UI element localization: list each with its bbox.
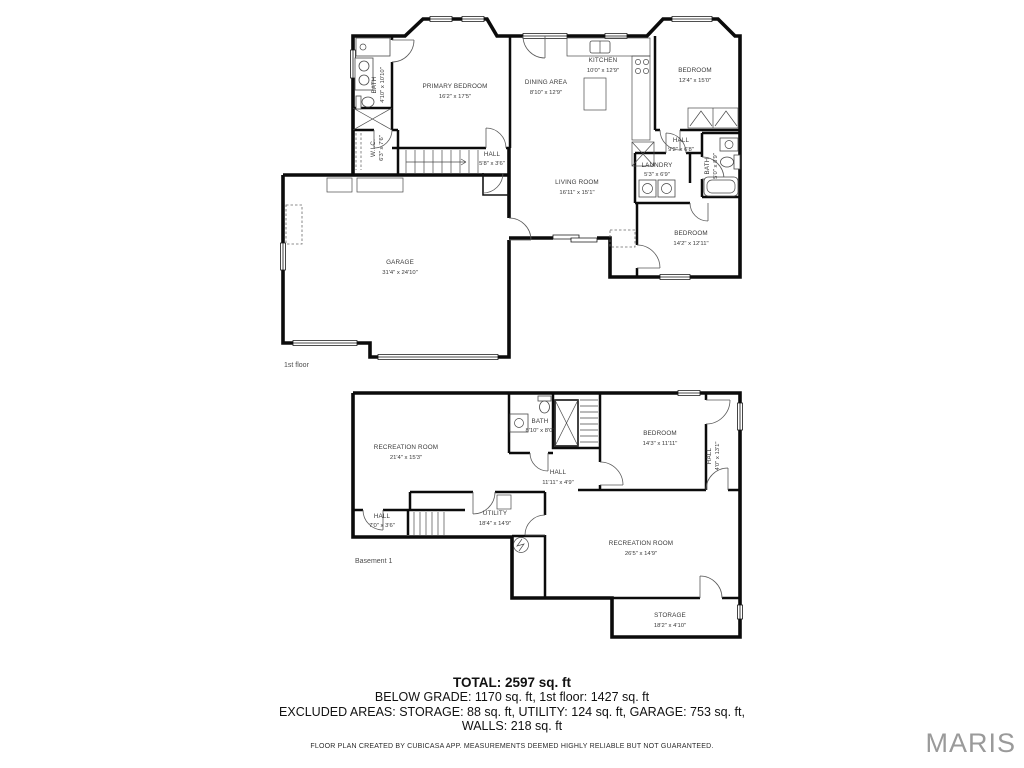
svg-text:10'0" x 12'9": 10'0" x 12'9" xyxy=(586,68,620,74)
room-label-utility xyxy=(479,510,511,527)
room-label-basement-hall-small xyxy=(369,513,395,529)
svg-text:UTILITY: UTILITY xyxy=(482,510,508,517)
svg-text:HALL: HALL xyxy=(483,151,501,158)
svg-text:PRIMARY BEDROOM: PRIMARY BEDROOM xyxy=(422,83,488,90)
svg-text:21'4" x 15'3": 21'4" x 15'3" xyxy=(389,455,423,461)
svg-text:W.I.C.: W.I.C. xyxy=(370,138,377,158)
first-floor-plan xyxy=(281,17,741,370)
svg-text:BEDROOM: BEDROOM xyxy=(678,67,712,74)
svg-text:18'4" x 14'9": 18'4" x 14'9" xyxy=(478,521,512,527)
room-label-basement-bath xyxy=(525,418,554,434)
svg-text:BEDROOM: BEDROOM xyxy=(643,430,677,437)
basement-plan xyxy=(353,391,743,638)
room-label-hall-stairs xyxy=(479,151,505,167)
svg-text:RECREATION ROOM: RECREATION ROOM xyxy=(608,540,674,547)
room-label-primary-bedroom xyxy=(423,83,488,100)
svg-text:16'2" x 17'5": 16'2" x 17'5" xyxy=(438,94,472,100)
svg-text:18'2" x 4'10": 18'2" x 4'10" xyxy=(653,623,687,629)
room-label-dining-area xyxy=(525,79,568,96)
svg-text:BATH: BATH xyxy=(531,418,549,425)
total-area-text: TOTAL: 2597 sq. ft xyxy=(452,675,572,690)
basement-stairs xyxy=(414,512,444,535)
svg-text:HALL: HALL xyxy=(549,469,567,476)
svg-text:8'10" x 12'9": 8'10" x 12'9" xyxy=(529,90,563,96)
svg-text:31'4" x 24'10": 31'4" x 24'10" xyxy=(382,270,418,276)
svg-text:11'11" x 4'9": 11'11" x 4'9" xyxy=(542,480,574,486)
svg-text:4'10" x 10'10": 4'10" x 10'10" xyxy=(380,67,386,103)
svg-text:LIVING ROOM: LIVING ROOM xyxy=(555,179,599,186)
svg-text:LAUNDRY: LAUNDRY xyxy=(641,162,673,169)
basement-label: Basement 1 xyxy=(355,558,393,565)
svg-text:12'4" x 15'0": 12'4" x 15'0" xyxy=(678,78,712,84)
svg-text:STORAGE: STORAGE xyxy=(654,612,686,619)
svg-text:HALL: HALL xyxy=(672,137,690,144)
svg-text:BEDROOM: BEDROOM xyxy=(674,230,708,237)
grade-area-text: BELOW GRADE: 1170 sq. ft, 1st floor: 1427 sq. ft xyxy=(374,690,650,704)
svg-text:16'11" x 15'1": 16'11" x 15'1" xyxy=(559,190,595,196)
svg-text:KITCHEN: KITCHEN xyxy=(588,57,618,64)
excluded-area-text: EXCLUDED AREAS: STORAGE: 88 sq. ft, UTILITY: 124 sq. ft, GARAGE: 753 sq. ft, xyxy=(279,704,745,719)
room-label-basement-hall-center xyxy=(542,469,573,486)
basement-stairwell xyxy=(555,400,598,446)
svg-text:9'2" x 6'8": 9'2" x 6'8" xyxy=(668,147,694,153)
room-label-hall-right xyxy=(668,137,694,153)
room-label-rec-room-upper xyxy=(374,444,438,461)
first-floor-stairs xyxy=(406,150,478,173)
room-label-garage xyxy=(382,259,418,276)
svg-text:5'8" x 3'6": 5'8" x 3'6" xyxy=(479,161,505,167)
room-label-bedroom-bottom-right xyxy=(673,230,708,247)
svg-text:7'0" x 3'6": 7'0" x 3'6" xyxy=(369,523,395,529)
area-summary xyxy=(0,675,1024,734)
svg-text:BATH: BATH xyxy=(704,157,711,175)
svg-text:5'0" x 8'9": 5'0" x 8'9" xyxy=(713,153,719,179)
maris-watermark: MARIS xyxy=(925,728,1016,758)
svg-text:26'5" x 14'9": 26'5" x 14'9" xyxy=(624,551,658,557)
svg-text:8'10" x 8'0": 8'10" x 8'0" xyxy=(525,428,555,434)
room-label-kitchen xyxy=(587,57,619,74)
svg-text:6'3" x 7'6": 6'3" x 7'6" xyxy=(379,135,385,161)
first-floor-label: 1st floor xyxy=(284,362,309,369)
room-label-storage xyxy=(654,612,686,629)
svg-text:14'2" x 12'11": 14'2" x 12'11" xyxy=(673,241,709,247)
svg-text:BATH: BATH xyxy=(371,76,378,94)
walls-area-text: WALLS: 218 sq. ft xyxy=(461,719,563,734)
room-label-basement-hall-vertical xyxy=(706,441,721,470)
room-label-basement-bedroom xyxy=(643,430,678,447)
svg-text:HALL: HALL xyxy=(373,513,391,520)
room-label-rec-room-lower xyxy=(609,540,673,557)
svg-text:GARAGE: GARAGE xyxy=(386,259,414,266)
svg-text:DINING AREA: DINING AREA xyxy=(524,79,568,86)
svg-text:RECREATION ROOM: RECREATION ROOM xyxy=(373,444,439,451)
svg-text:5'3" x 6'9": 5'3" x 6'9" xyxy=(644,172,670,178)
room-label-bedroom-top-right xyxy=(678,67,712,84)
room-label-living-room xyxy=(555,179,599,196)
disclaimer-text: FLOOR PLAN CREATED BY CUBICASA APP. MEASUREMENTS DEEMED HIGHLY RELIABLE BUT NOT GUARANTEED. xyxy=(310,743,714,750)
room-label-laundry xyxy=(641,162,673,178)
svg-text:4'0" x 13'1": 4'0" x 13'1" xyxy=(715,441,721,471)
basement-windows xyxy=(678,391,743,620)
svg-text:14'3" x 11'11": 14'3" x 11'11" xyxy=(642,441,678,447)
svg-text:HALL: HALL xyxy=(706,447,713,465)
